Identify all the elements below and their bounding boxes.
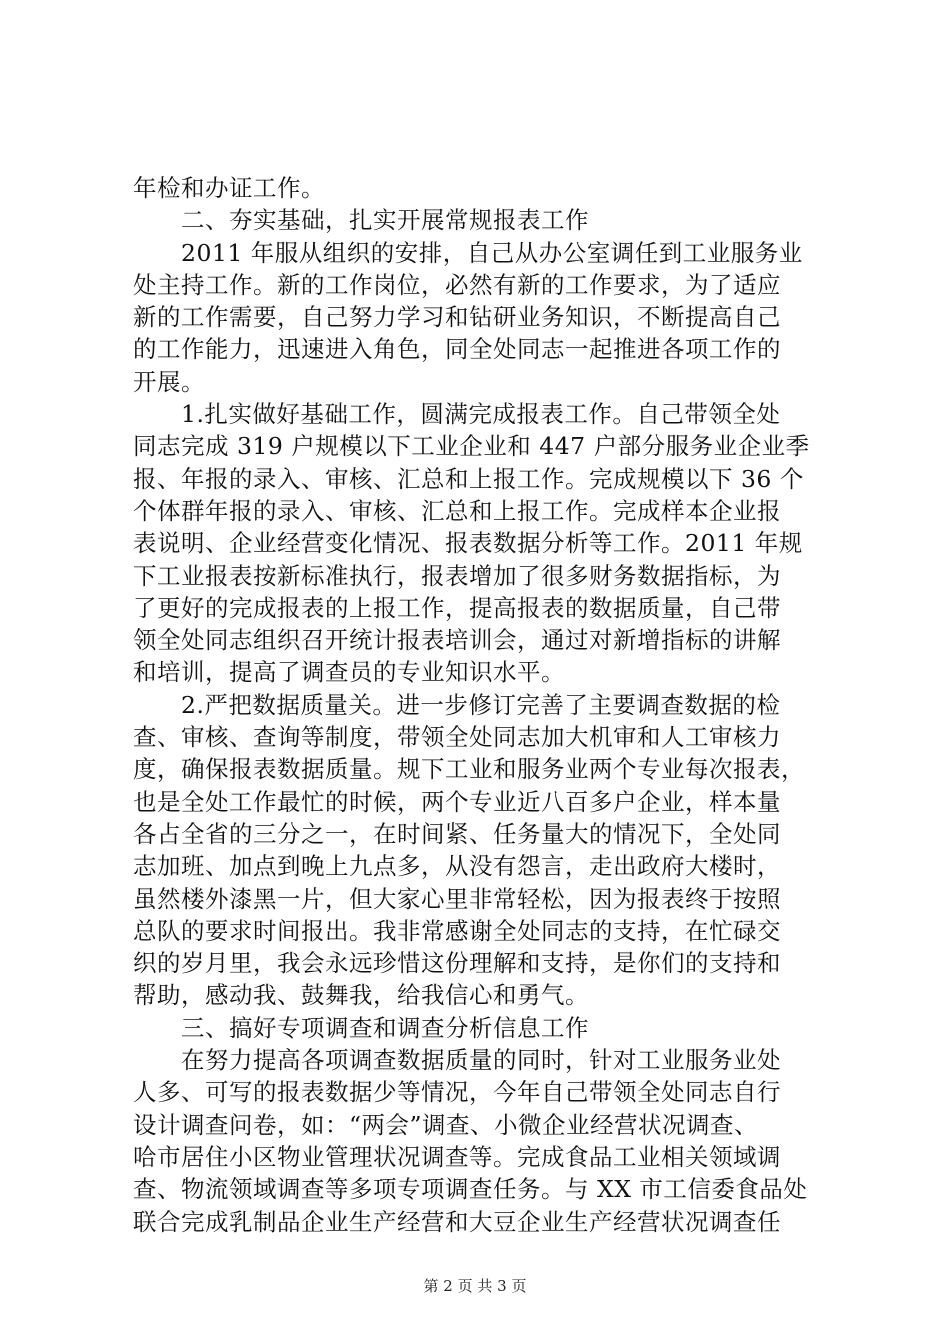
text-line: 了更好的完成报表的上报工作，提高报表的数据质量，自己带 [133, 593, 781, 622]
body-text [133, 172, 833, 1238]
page-footer: 第 2 页 共 3 页 [423, 1277, 527, 1295]
text-line: 织的岁月里，我会永远珍惜这份理解和支持，是你们的支持和 [133, 949, 781, 978]
text-line: 三、搞好专项调查和调查分析信息工作 [181, 1013, 589, 1042]
text-line: 设计调查问卷，如：“两会”调查、小微企业经营状况调查、 [133, 1110, 759, 1139]
text-line: 查、物流领域调查等多项专项调查任务。与 XX 市工信委食品处 [133, 1175, 808, 1204]
text-line: 同志完成 319 户规模以下工业企业和 447 户部分服务业企业季 [133, 432, 810, 461]
text-line: 个体群年报的录入、审核、汇总和上报工作。完成样本企业报 [133, 496, 781, 525]
text-line: 在努力提高各项调查数据质量的同时，针对工业服务业处 [181, 1046, 781, 1075]
text-line: 和培训，提高了调查员的专业知识水平。 [133, 658, 565, 687]
text-line: 处主持工作。新的工作岗位，必然有新的工作要求，为了适应 [133, 270, 781, 299]
text-line: 二、夯实基础，扎实开展常规报表工作 [181, 206, 589, 235]
text-line: 新的工作需要，自己努力学习和钻研业务知识，不断提高自己 [133, 303, 781, 332]
text-line: 下工业报表按新标准执行，报表增加了很多财务数据指标，为 [133, 561, 781, 590]
text-line: 开展。 [133, 367, 205, 396]
text-line: 领全处同志组织召开统计报表培训会，通过对新增指标的讲解 [133, 626, 781, 655]
text-line: 2011 年服从组织的安排，自己从办公室调任到工业服务业 [181, 238, 803, 267]
text-line: 2.严把数据质量关。进一步修订完善了主要调查数据的检 [181, 690, 781, 719]
text-line: 也是全处工作最忙的时候，两个专业近八百多户企业，样本量 [133, 787, 781, 816]
text-line: 度，确保报表数据质量。规下工业和服务业两个专业每次报表， [133, 755, 805, 784]
text-line: 帮助，感动我、鼓舞我，给我信心和勇气。 [133, 981, 589, 1010]
text-line: 总队的要求时间报出。我非常感谢全处同志的支持，在忙碌交 [133, 916, 781, 945]
text-line: 1.扎实做好基础工作，圆满完成报表工作。自己带领全处 [181, 400, 781, 429]
text-line: 虽然楼外漆黑一片，但大家心里非常轻松，因为报表终于按照 [133, 884, 781, 913]
text-line: 人多、可写的报表数据少等情况，今年自己带领全处同志自行 [133, 1078, 781, 1107]
text-line: 哈市居住小区物业管理状况调查等。完成食品工业相关领域调 [133, 1142, 781, 1171]
text-line: 的工作能力，迅速进入角色，同全处同志一起推进各项工作的 [133, 335, 781, 364]
text-line: 联合完成乳制品企业生产经营和大豆企业生产经营状况调查任 [133, 1207, 781, 1236]
text-line: 表说明、企业经营变化情况、报表数据分析等工作。2011 年规 [133, 529, 803, 558]
text-line: 志加班、加点到晚上九点多，从没有怨言，走出政府大楼时， [133, 852, 781, 881]
text-line: 年检和办证工作。 [133, 174, 325, 202]
text-line: 各占全省的三分之一，在时间紧、任务量大的情况下，全处同 [133, 819, 781, 848]
text-line: 报、年报的录入、审核、汇总和上报工作。完成规模以下 36 个 [133, 464, 804, 493]
text-line: 查、审核、查询等制度，带领全处同志加大机审和人工审核力 [133, 723, 781, 752]
